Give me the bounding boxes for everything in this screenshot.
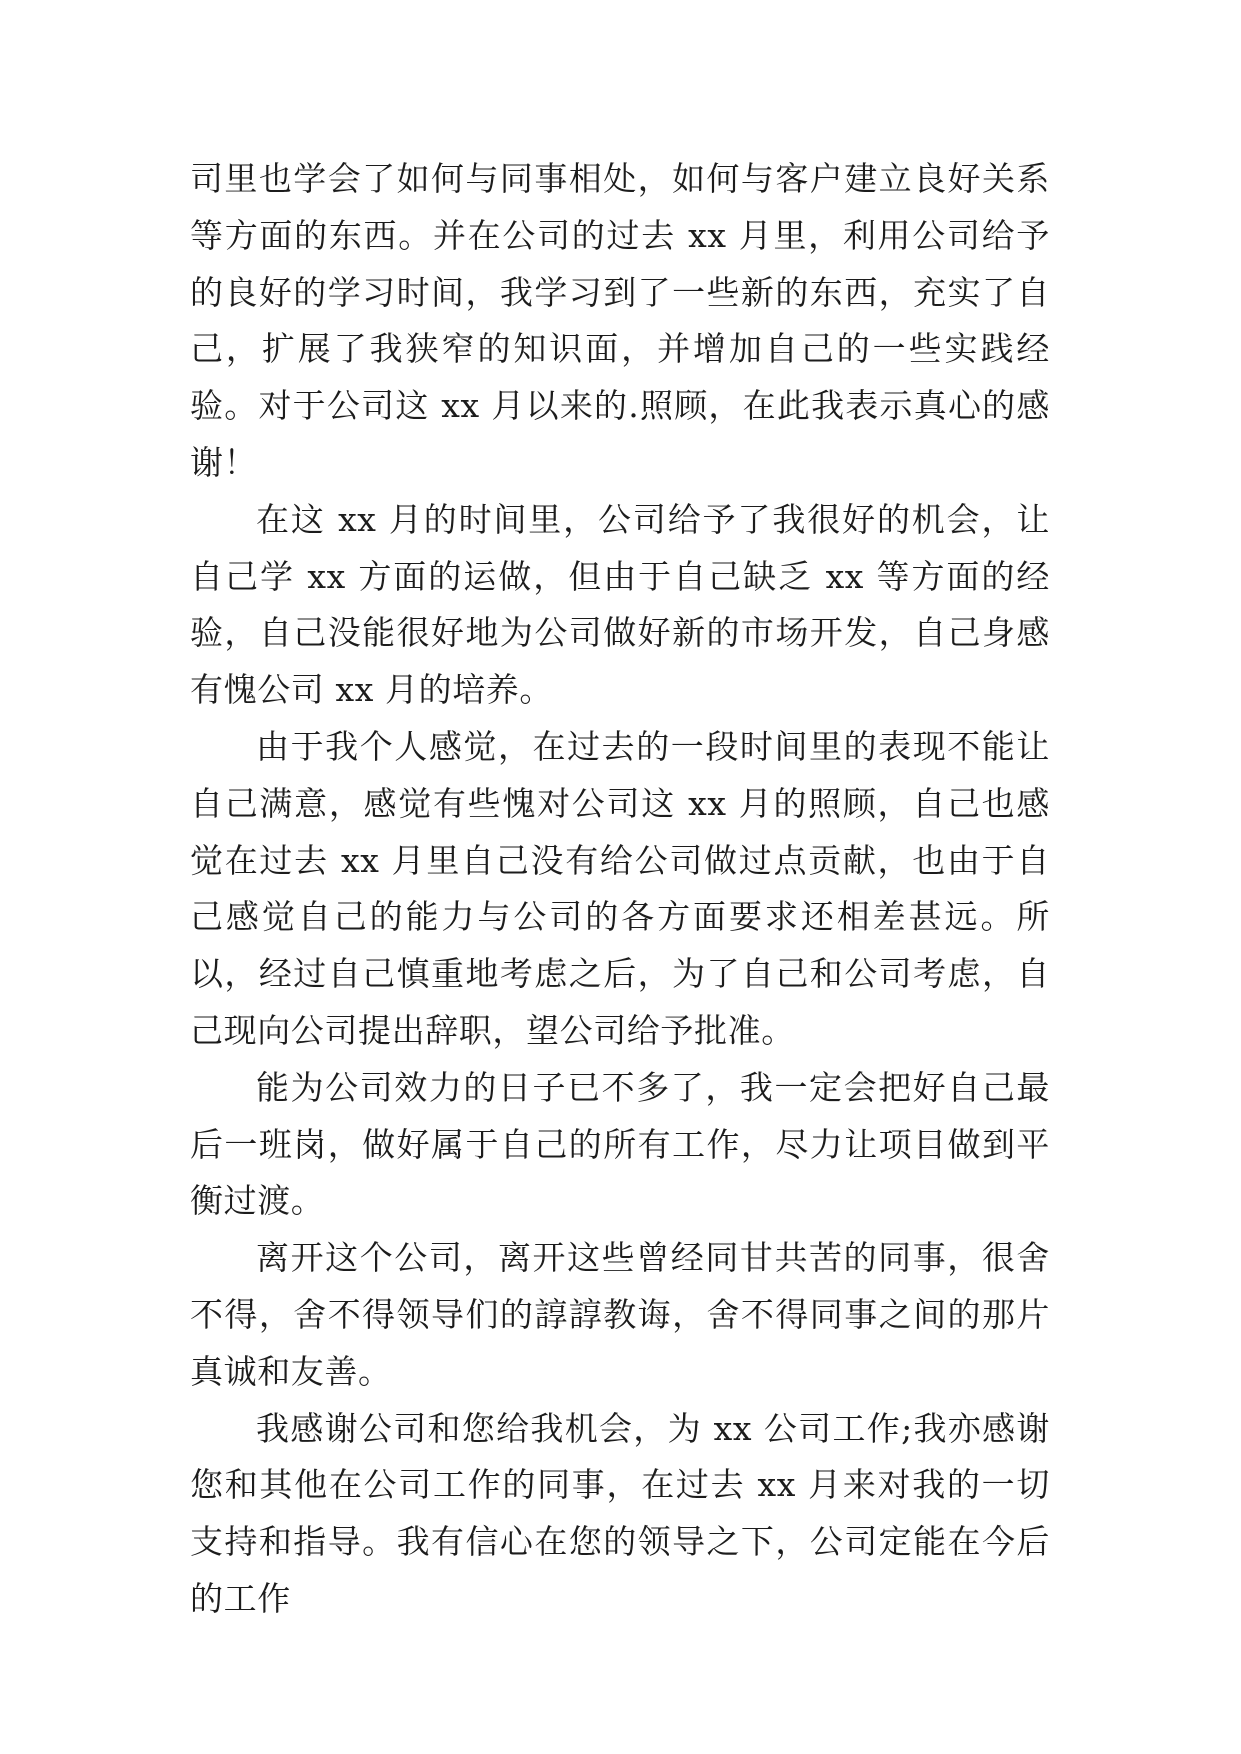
paragraph-2: 在这 xx 月的时间里，公司给予了我很好的机会，让自己学 xx 方面的运做，但由于自己缺乏 xx 等方面的经验，自己没能很好地为公司做好新的市场开发，自己身感有愧公司 xx 月的培养。 bbox=[190, 499, 1050, 710]
letter-body bbox=[190, 151, 1050, 1628]
paragraph-4: 能为公司效力的日子已不多了，我一定会把好自己最后一班岗，做好属于自己的所有工作，尽力让项目做到平衡过渡。 bbox=[190, 1067, 1050, 1221]
paragraph-5: 离开这个公司，离开这些曾经同甘共苦的同事，很舍不得，舍不得领导们的諄諄教诲，舍不得同事之间的那片真诚和友善。 bbox=[190, 1238, 1050, 1391]
paragraph-6: 我感谢公司和您给我机会，为 xx 公司工作;我亦感谢您和其他在公司工作的同事，在过去 xx 月来对我的一切支持和指导。我有信心在您的领导之下，公司定能在今后的工作 bbox=[190, 1408, 1050, 1618]
paragraph-1: 司里也学会了如何与同事相处，如何与客户建立良好关系等方面的东西。并在公司的过去 xx 月里，利用公司给予的良好的学习时间，我学习到了一些新的东西，充实了自己，扩展了我狭窄的知识面，并增加自己的一些实践经验。对于公司这 xx 月以来的.照顾，在此我表示真心的感谢！ bbox=[190, 159, 1050, 482]
paragraph-3: 由于我个人感觉，在过去的一段时间里的表现不能让自己满意，感觉有些愧对公司这 xx 月的照顾，自己也感觉在过去 xx 月里自己没有给公司做过点贡献，也由于自己感觉自己的能力与公司的各方面要求还相差甚远。所以，经过自己慎重地考虑之后，为了自己和公司考虑，自己现向公司提出辞职，望公司给予批准。 bbox=[190, 726, 1050, 1050]
